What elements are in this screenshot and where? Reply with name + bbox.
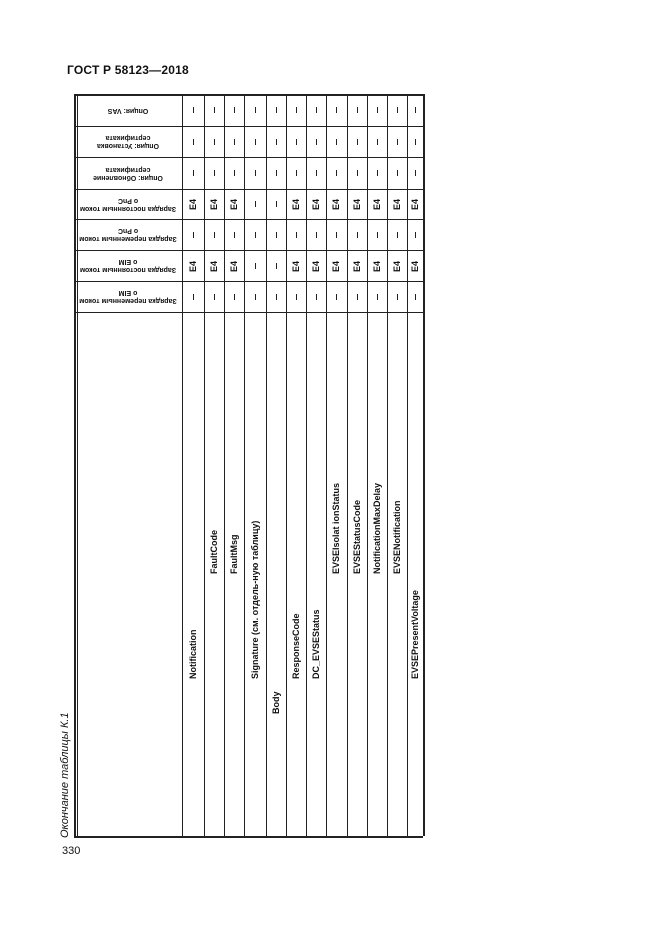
cell-dash (296, 107, 297, 113)
cell-dash (336, 294, 337, 300)
page-number: 330 (62, 845, 81, 857)
row-divider (74, 189, 423, 190)
cell-value: E4 (391, 198, 402, 210)
cell-dash (296, 170, 297, 176)
cell-value: E4 (187, 260, 198, 272)
row-label: FaultMsg (228, 534, 239, 574)
cell-dash (397, 294, 398, 300)
column-divider (224, 94, 225, 836)
cell-dash (214, 139, 215, 145)
table-caption: Окончание таблицы К.1 (59, 712, 71, 838)
cell-dash (296, 294, 297, 300)
cell-dash (357, 139, 358, 145)
cell-dash (316, 170, 317, 176)
cell-dash (336, 139, 337, 145)
column-header: Зарядка переменным током о ЕIМ (79, 289, 177, 305)
cell-dash (276, 170, 277, 176)
row-divider (74, 157, 423, 158)
cell-dash (296, 232, 297, 238)
cell-dash (336, 170, 337, 176)
column-divider (286, 94, 287, 836)
column-divider (326, 94, 327, 836)
cell-dash (276, 107, 277, 113)
cell-dash (193, 107, 194, 113)
cell-dash (214, 294, 215, 300)
cell-dash (397, 232, 398, 238)
column-divider (387, 94, 388, 836)
cell-dash (255, 107, 256, 113)
cell-dash (377, 170, 378, 176)
cell-value: E4 (409, 198, 420, 210)
data-table (74, 94, 423, 836)
cell-dash (255, 170, 256, 176)
cell-dash (357, 107, 358, 113)
cell-dash (316, 294, 317, 300)
cell-value: E4 (409, 260, 420, 272)
cell-value: E4 (351, 260, 362, 272)
column-divider (347, 94, 348, 836)
cell-dash (193, 170, 194, 176)
cell-dash (276, 263, 277, 269)
cell-value: E4 (371, 260, 382, 272)
cell-dash (234, 294, 235, 300)
cell-value: E4 (187, 198, 198, 210)
row-label: Notification (187, 629, 198, 679)
cell-value: E4 (208, 260, 219, 272)
column-header: Опция: Установка сертификата (97, 134, 159, 150)
row-divider (74, 250, 423, 251)
cell-dash (415, 107, 416, 113)
cell-dash (415, 232, 416, 238)
cell-dash (357, 294, 358, 300)
cell-dash (214, 107, 215, 113)
column-divider (407, 94, 408, 836)
row-label: EVSENotification (391, 500, 402, 574)
cell-dash (336, 232, 337, 238)
column-divider (204, 94, 205, 836)
column-divider (306, 94, 307, 836)
row-divider (74, 312, 423, 313)
cell-dash (214, 170, 215, 176)
cell-dash (377, 294, 378, 300)
cell-dash (276, 294, 277, 300)
cell-dash (397, 170, 398, 176)
column-divider (244, 94, 245, 836)
row-label: EVSEStatusCode (351, 499, 362, 574)
standard-number: ГОСТ Р 58123—2018 (67, 63, 189, 77)
cell-dash (316, 139, 317, 145)
column-divider (182, 94, 183, 836)
column-header: Зарядка постоянным током о PnC (79, 197, 177, 212)
cell-dash (234, 107, 235, 113)
cell-dash (377, 139, 378, 145)
cell-dash (255, 263, 256, 269)
row-divider (74, 219, 423, 220)
row-label: EVSEIsolat ionStatus (331, 482, 341, 574)
cell-dash (316, 107, 317, 113)
cell-value: E4 (310, 198, 321, 210)
cell-dash (255, 139, 256, 145)
cell-value: E4 (331, 198, 341, 210)
cell-value: E4 (351, 198, 362, 210)
cell-value: E4 (228, 260, 239, 272)
cell-dash (276, 232, 277, 238)
cell-dash (234, 139, 235, 145)
row-label: Signature (см. отдель-ную таблицу) (249, 520, 260, 679)
column-header: Зарядка постоянным током о ЕIМ (79, 258, 177, 274)
column-divider (266, 94, 267, 836)
cell-dash (276, 201, 277, 207)
column-header: Зарядка переменным током о PnC (79, 227, 177, 243)
cell-value: E4 (228, 198, 239, 210)
cell-dash (234, 170, 235, 176)
column-header: Опция: Обновление сертификата (93, 166, 163, 181)
row-divider (74, 126, 423, 127)
cell-value: E4 (331, 260, 341, 272)
cell-dash (357, 232, 358, 238)
cell-dash (415, 139, 416, 145)
row-divider (74, 94, 423, 96)
cell-dash (255, 232, 256, 238)
row-label: EVSEPresentVoltage (409, 590, 420, 679)
cell-dash (415, 170, 416, 176)
cell-dash (377, 107, 378, 113)
row-divider (74, 281, 423, 282)
cell-value: E4 (290, 260, 301, 272)
cell-dash (276, 139, 277, 145)
cell-dash (415, 294, 416, 300)
cell-dash (234, 232, 235, 238)
row-label: DC_EVSEStatus (310, 609, 321, 679)
cell-dash (255, 201, 256, 207)
column-header: Опция: VAS (107, 107, 149, 114)
row-label: NotificationMaxDelay (371, 482, 382, 574)
cell-dash (397, 139, 398, 145)
cell-value: E4 (290, 198, 301, 210)
cell-dash (397, 107, 398, 113)
row-divider (74, 836, 423, 838)
cell-value: E4 (391, 260, 402, 272)
cell-dash (296, 139, 297, 145)
row-label: FaultCode (208, 530, 219, 574)
cell-dash (357, 170, 358, 176)
cell-dash (336, 107, 337, 113)
cell-value: E4 (310, 260, 321, 272)
cell-dash (377, 232, 378, 238)
cell-value: E4 (371, 198, 382, 210)
column-divider (74, 94, 76, 836)
cell-value: E4 (208, 198, 219, 210)
cell-dash (193, 232, 194, 238)
cell-dash (193, 139, 194, 145)
cell-dash (193, 294, 194, 300)
row-label: Body (270, 691, 281, 714)
cell-dash (316, 232, 317, 238)
cell-dash (214, 232, 215, 238)
column-divider (423, 94, 425, 836)
cell-dash (255, 294, 256, 300)
row-label: ResponseCode (290, 613, 301, 679)
column-divider (367, 94, 368, 836)
